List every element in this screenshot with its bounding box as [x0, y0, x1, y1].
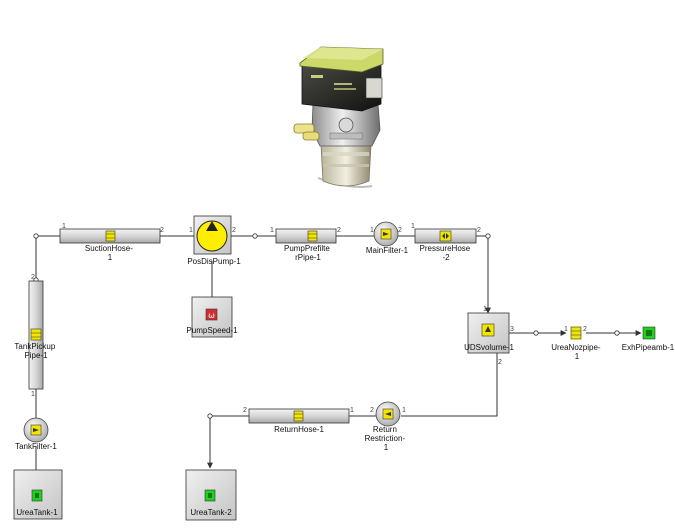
svg-text:ω: ω — [208, 311, 215, 320]
urea-tank-2-component[interactable] — [186, 470, 236, 520]
rotational-speed-icon — [206, 309, 217, 320]
connection-nodes — [34, 234, 619, 418]
component-label: UDSvolume-1 — [464, 343, 514, 352]
main-filter-component[interactable] — [366, 222, 409, 255]
component-label: PumpPrefilte rPipe-1 — [283, 244, 330, 262]
component-label: TankPickup Pipe-1 — [14, 342, 56, 360]
pos-dis-pump-component[interactable] — [187, 216, 241, 266]
component-label: TankFilter-1 — [15, 442, 57, 451]
port-label: 1 — [62, 223, 66, 230]
hose-icon — [440, 231, 451, 241]
port-label: 2 — [337, 227, 341, 234]
filter-icon — [376, 402, 400, 426]
component-label: UreaNozpipe- 1 — [551, 343, 601, 361]
component-label: PressureHose -2 — [419, 244, 471, 262]
port-label: 1 — [189, 227, 193, 234]
component-label: UreaTank-1 — [16, 508, 58, 517]
port-label: 2 — [498, 359, 502, 366]
port-label: 1 — [402, 407, 406, 414]
tank-icon — [205, 490, 215, 501]
port-label: 1 — [411, 223, 415, 230]
pump-speed-component[interactable] — [186, 297, 238, 337]
component-label: MainFilter-1 — [365, 246, 409, 255]
component-label: UreaTank-2 — [190, 508, 232, 517]
filter-icon — [374, 222, 398, 246]
port-label: 1 — [564, 326, 568, 333]
port-label: 2 — [160, 227, 164, 234]
port-label: 2 — [477, 227, 481, 234]
hose-icon — [294, 411, 303, 421]
exh-pipe-amb-component[interactable] — [622, 327, 675, 352]
pressure-hose-component[interactable] — [411, 223, 481, 262]
port-label: 1 — [350, 407, 354, 414]
volume-icon — [482, 324, 494, 336]
filter-icon — [24, 418, 48, 442]
hose-icon — [31, 329, 41, 340]
suction-hose-component[interactable] — [60, 223, 164, 262]
port-label: 2 — [243, 407, 247, 414]
port-label: 3 — [510, 326, 514, 333]
hose-icon — [106, 231, 115, 241]
hose-icon — [308, 231, 317, 241]
urea-noz-pipe-component[interactable] — [551, 326, 603, 361]
port-label: 2 — [398, 227, 402, 234]
component-label: PumpSpeed-1 — [186, 326, 238, 335]
urea-tank-1-component[interactable] — [14, 470, 62, 519]
port-label: 2 — [31, 274, 35, 281]
hose-icon — [571, 327, 581, 339]
tank-icon — [643, 327, 655, 339]
pump-module-image — [294, 47, 383, 187]
port-label: 1 — [31, 391, 35, 398]
positive-displacement-pump-icon — [197, 221, 227, 251]
component-label: Return Restriction- 1 — [364, 425, 406, 452]
return-restriction-component[interactable] — [365, 402, 408, 452]
component-label: ExhPipeamb-1 — [621, 343, 675, 352]
tank-pickup-pipe-component[interactable] — [14, 274, 57, 398]
uds-volume-component[interactable] — [464, 306, 514, 366]
tank-icon — [32, 490, 42, 501]
component-label: SuctionHose- 1 — [84, 244, 133, 262]
port-label: 2 — [370, 407, 374, 414]
pump-prefilter-pipe-component[interactable] — [270, 227, 341, 262]
port-label: 1 — [270, 227, 274, 234]
connection-wires — [36, 236, 641, 470]
component-label: PosDisPump-1 — [187, 257, 241, 266]
port-label: 1 — [483, 306, 487, 313]
component-label: ReturnHose-1 — [274, 425, 324, 434]
port-label: 1 — [370, 227, 374, 234]
port-label: 2 — [583, 326, 587, 333]
tank-filter-component[interactable] — [15, 418, 57, 451]
return-hose-component[interactable] — [243, 407, 354, 434]
port-label: 2 — [232, 227, 236, 234]
